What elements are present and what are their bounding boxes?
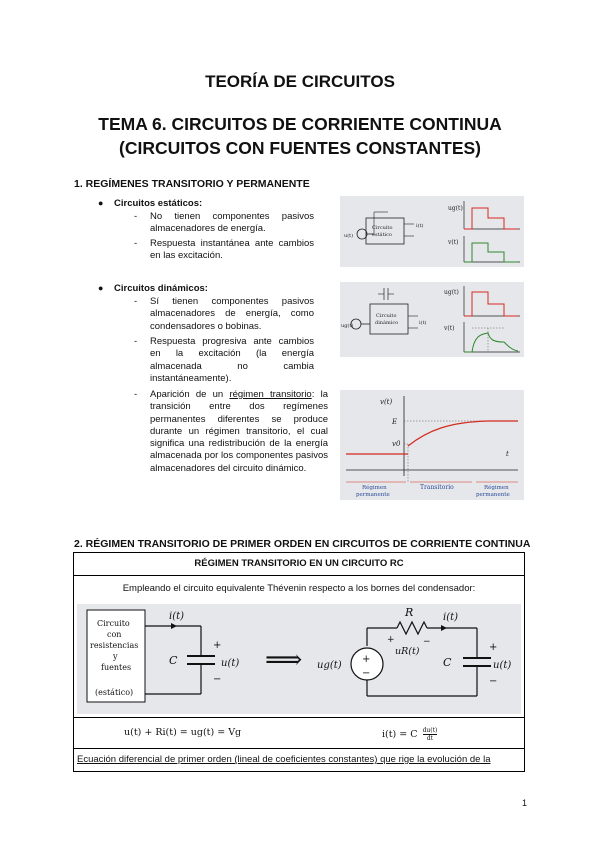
dash-icon: - [134,336,138,347]
dynamic-circuit-svg [340,282,524,357]
rc-box-line2: con [107,630,122,639]
rc-box-line1: Circuito [97,619,130,628]
rc-separator [73,717,525,718]
subtitle-line-1: TEMA 6. CIRCUITOS DE CORRIENTE CONTINUA [98,114,502,134]
rc-right-C: C [443,656,452,669]
equation-kvl: u(t) + Ri(t) = ug(t) = Vg [124,727,242,738]
static-plot-bottom-label: v(t) [448,239,459,246]
resistor-plus: + [387,635,395,645]
static-box-line2: estático [372,232,392,238]
static-it-label: i(t) [416,223,424,229]
dash-icon: - [134,296,138,307]
transient-t-label: t [506,450,509,458]
dynamic-box-line2: dinámico [375,320,399,326]
dynamic-box-line1: Circuito [376,313,397,319]
regime2-label-b: permanente [476,492,510,498]
fraction-denominator: dt [426,735,434,742]
bullet-dot-icon: ● [98,283,104,293]
dash-icon: - [134,211,138,222]
static-plot-top-label: ug(t) [448,205,463,212]
dynamic-bottom-curve [464,333,518,352]
static-box-line1: Circuito [372,225,393,231]
figure-dynamic-circuit [340,282,524,357]
static-box [366,218,404,244]
dynamic-it-label: i(t) [419,320,427,326]
transient-underlined-term: régimen transitorio [229,389,312,400]
resistor-icon [397,622,427,634]
transient-text-after: : la transición entre dos regímenes permanentes diferentes se produce durante un régimen transitorio, el cual significa una redistribución de la energía almacenada por los componentes pasivos almacenadores del circuito dinámico. [150,389,328,474]
regime1-label-b: permanente [356,492,390,498]
static-point-2-text: Respuesta instantánea ante cambios en las excitación. [150,238,314,262]
rc-left-it: i(t) [169,611,185,622]
transient-paragraph [134,389,328,475]
static-input-label: u(t) [344,233,354,239]
fraction-numerator: du(t) [422,727,438,734]
dynamic-point-1-text: Sí tienen componentes pasivos almacenadores de energía, como condensadores o bobinas. [150,296,314,332]
rc-box-line6: (estático) [95,688,134,697]
transient-vt-label: v(t) [380,398,393,406]
dynamic-point-2 [134,336,314,385]
rc-right-minus: − [489,676,498,687]
regime2-label-a: Régimen [484,485,509,491]
rc-bottom-text: Ecuación diferencial de primer orden (lineal de coeficientes constantes) que rige la evolución de la [77,754,491,765]
subtitle-line-2: (CIRCUITOS CON FUENTES CONSTANTES) [119,138,481,158]
source-icon [357,229,367,239]
rc-intro-text: Empleando el circuito equivalente Thévenin respecto a los bornes del condensador: [122,583,476,594]
rc-right-ug: ug(t) [317,660,342,671]
resistor-minus: − [423,637,431,647]
source-minus: − [362,668,371,679]
transient-plot-svg [340,390,524,500]
current-arrow-icon [171,623,177,629]
figure-static-circuit [340,196,524,267]
rc-right-ut: u(t) [493,660,512,671]
dynamic-top-curve [464,292,518,316]
rc-box-line3: resistencias [90,641,139,650]
rc-box-title: RÉGIMEN TRANSITORIO EN UN CIRCUITO RC [73,552,525,576]
implies-arrow-icon: ⟹ [265,645,303,675]
equation-capacitor-left: i(t) = C [382,729,418,740]
rc-left-ut: u(t) [221,658,240,669]
dynamic-plot-top-label: ug(t) [444,289,459,296]
rc-left-C: C [169,654,178,667]
section-1-heading: 1. REGÍMENES TRANSITORIO Y PERMANENTE [74,178,310,190]
equation-capacitor [382,727,437,742]
rc-left-plus: + [213,640,222,651]
dynamic-box [370,304,408,334]
bullet-dot-icon: ● [98,198,104,208]
dynamic-point-2-text: Respuesta progresiva ante cambios en la excitación (la energía almacenada no cambia instantáneamente). [150,336,314,384]
static-point-1 [134,211,314,236]
rc-right-plus: + [489,642,498,653]
fraction [423,727,438,742]
rc-circuit-svg [77,604,521,714]
dynamic-point-1 [134,296,314,333]
transient-curve [408,421,518,446]
bullet-static-label: Circuitos estáticos: [114,198,203,209]
static-top-curve [464,208,518,229]
dynamic-input-label: ug(t) [341,323,354,329]
rc-box-line5: fuentes [101,663,132,672]
transient-label: Transitorio [420,484,454,491]
dash-icon: - [134,238,138,249]
rc-box-line4: y [113,652,118,661]
dynamic-plot-bottom-label: v(t) [444,325,455,332]
figure-transient-plot [340,390,524,500]
figure-rc-circuit [77,604,521,714]
document-title: TEORÍA DE CIRCUITOS [205,72,395,91]
rc-right-uR: uR(t) [395,646,420,657]
current-arrow-icon [441,625,447,631]
regime1-label-a: Régimen [362,485,387,491]
transient-text-before: Aparición de un [150,389,230,400]
bullet-dynamic-label: Circuitos dinámicos: [114,283,208,294]
document-subtitle [0,112,600,160]
dash-icon: - [134,389,138,400]
transient-E-label: E [392,418,398,426]
static-point-1-text: No tienen componentes pasivos almacenadores de energía. [150,211,314,235]
static-circuit-svg [340,196,524,267]
transient-v0-label: v0 [392,440,401,448]
section-2-heading: 2. RÉGIMEN TRANSITORIO DE PRIMER ORDEN EN CIRCUITOS DE CORRIENTE CONTINUA [74,538,531,550]
rc-right-it: i(t) [443,612,459,623]
static-bottom-curve [464,243,518,262]
rc-separator [73,748,525,749]
rc-right-R: R [405,606,414,619]
page-number: 1 [521,798,527,808]
static-point-2 [134,238,314,263]
source-plus: + [362,654,371,665]
rc-left-minus: − [213,674,222,685]
